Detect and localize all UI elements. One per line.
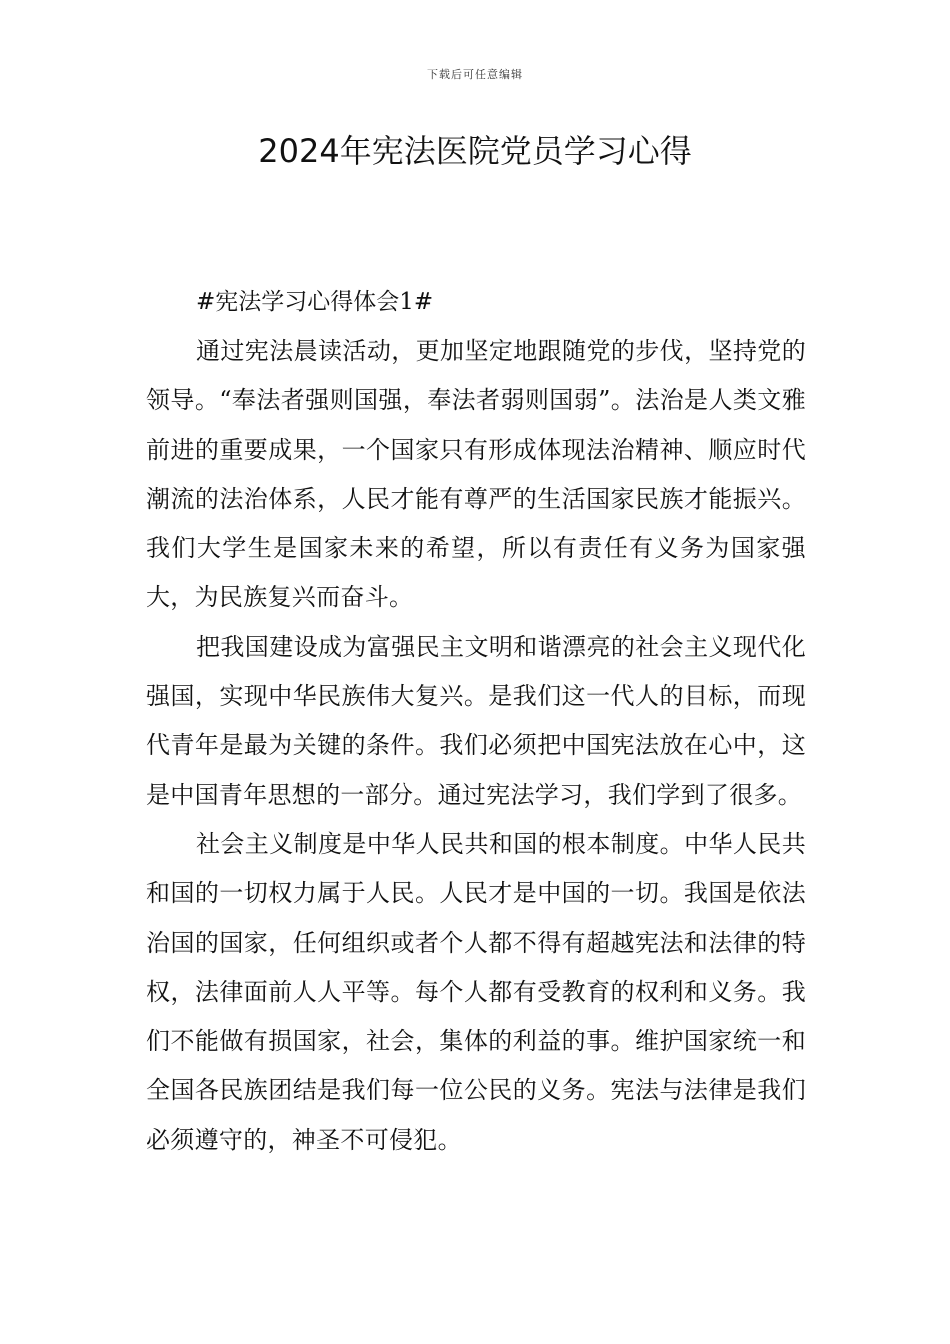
document-title: 2024年宪法医院党员学习心得 xyxy=(258,132,692,170)
document-body xyxy=(146,280,806,1165)
section-heading: #宪法学习心得体会1# xyxy=(196,289,434,315)
paragraph-3: 社会主义制度是中华人民共和国的根本制度。中华人民共和国的一切权力属于人民。人民才是中国的一切。我国是依法治国的国家，任何组织或者个人都不得有超越宪法和法律的特权，法律面前人人平等。每个人都有受教育的权利和义务。我们不能做有损国家，社会，集体的利益的事。维护国家统一和全国各民族团结是我们每一位公民的义务。宪法与法律是我们必须遵守的，神圣不可侵犯。 xyxy=(146,829,806,1154)
paragraph-2: 把我国建设成为富强民主文明和谐漂亮的社会主义现代化强国，实现中华民族伟大复兴。是我们这一代人的目标，而现代青年是最为关键的条件。我们必须把中国宪法放在心中，这是中国青年思想的一部分。通过宪法学习，我们学到了很多。 xyxy=(146,632,806,809)
header-note: 下载后可任意编辑 xyxy=(427,68,523,81)
paragraph-1: 通过宪法晨读活动，更加坚定地跟随党的步伐，坚持党的领导。“奉法者强则国强，奉法者弱则国弱”。法治是人类文雅前进的重要成果，一个国家只有形成体现法治精神、顺应时代潮流的法治体系，人民才能有尊严的生活国家民族才能振兴。我们大学生是国家未来的希望，所以有责任有义务为国家强大，为民族复兴而奋斗。 xyxy=(146,337,806,612)
